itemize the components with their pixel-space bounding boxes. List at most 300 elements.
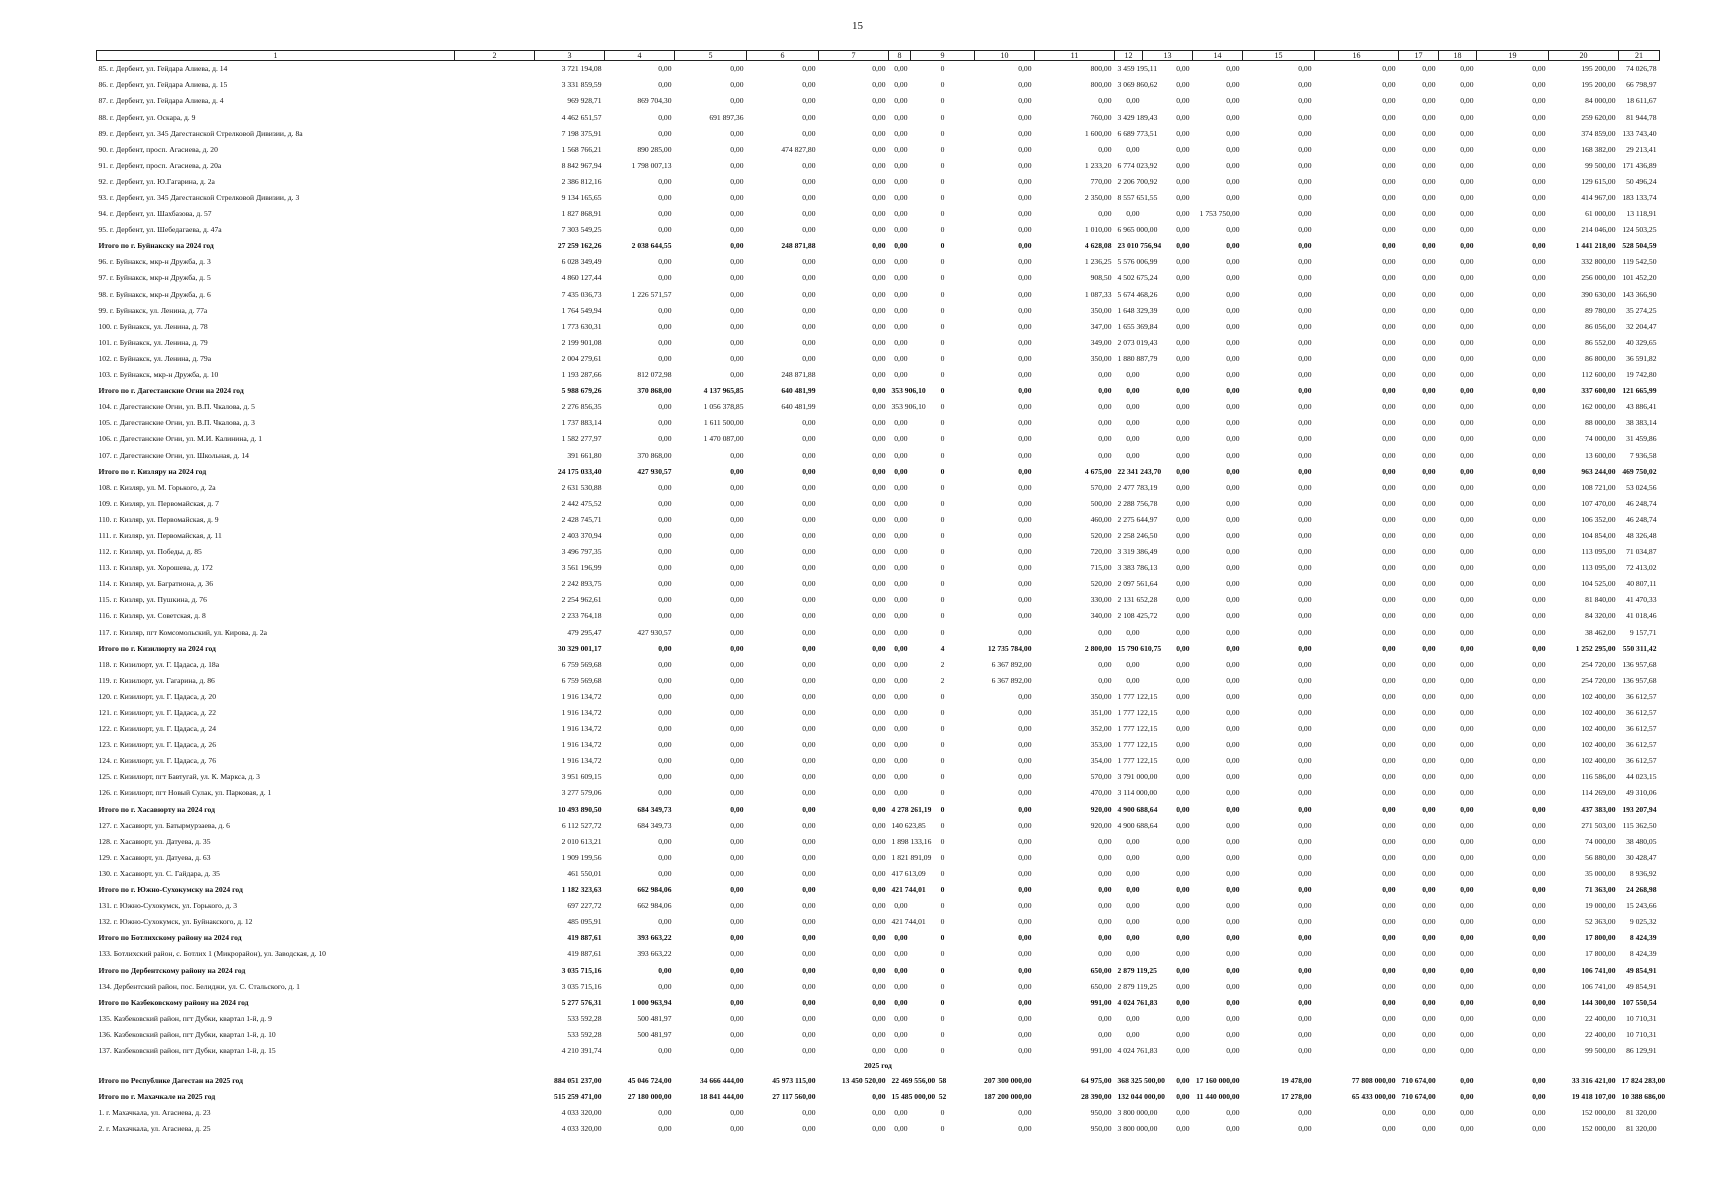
cell-col-14: 0,00 — [1226, 337, 1240, 347]
cell-col-17: 0,00 — [1422, 386, 1436, 396]
cell-col-21: 66 798,97 — [1626, 80, 1657, 90]
cell-col-12: 3 114 000,00 — [1117, 788, 1158, 798]
cell-col-18: 0,00 — [1460, 1045, 1474, 1055]
cell-col-3: 1 582 277,97 — [561, 434, 602, 444]
cell-col-3: 24 175 033,40 — [557, 466, 602, 476]
cell-col-8: 0,00 — [894, 691, 908, 701]
cell-col-12: 6 774 023,92 — [1117, 160, 1158, 170]
cell-col-9: 0 — [940, 997, 945, 1007]
row-label: 99. г. Буйнакск, ул. Ленина, д. 77а — [98, 305, 208, 315]
cell-col-21: 183 133,74 — [1622, 193, 1657, 202]
cell-col-17: 0,00 — [1422, 1029, 1436, 1039]
cell-col-11: 0,00 — [1098, 434, 1112, 444]
cell-col-13: 0,00 — [1176, 530, 1190, 540]
cell-col-16: 0,00 — [1382, 595, 1396, 605]
cell-col-13: 0,00 — [1176, 193, 1190, 202]
cell-col-20: 271 503,00 — [1581, 820, 1616, 830]
cell-col-15: 0,00 — [1298, 530, 1312, 540]
cell-col-20: 107 470,00 — [1581, 498, 1616, 508]
cell-col-6: 0,00 — [802, 289, 816, 299]
cell-col-10: 0,00 — [1018, 885, 1032, 895]
cell-col-10: 0,00 — [1018, 611, 1032, 621]
cell-col-13: 0,00 — [1176, 691, 1190, 701]
cell-col-4: 393 663,22 — [637, 949, 672, 959]
cell-col-21: 24 268,98 — [1626, 885, 1657, 895]
cell-col-4: 1 798 007,13 — [631, 160, 672, 170]
cell-col-18: 0,00 — [1460, 547, 1474, 557]
cell-col-9: 0 — [940, 1108, 945, 1118]
cell-col-7: 0,00 — [872, 643, 886, 653]
cell-col-3: 4 462 651,57 — [561, 112, 602, 122]
cell-col-14: 0,00 — [1226, 804, 1240, 814]
cell-col-3: 2 442 475,52 — [561, 498, 602, 508]
cell-col-15: 0,00 — [1298, 353, 1312, 363]
cell-col-10: 207 300 000,00 — [984, 1076, 1032, 1086]
cell-col-12: 15 790 610,75 — [1117, 643, 1162, 653]
cell-col-15: 0,00 — [1298, 450, 1312, 460]
cell-col-13: 0,00 — [1176, 434, 1190, 444]
cell-col-15: 0,00 — [1298, 756, 1312, 766]
cell-col-15: 0,00 — [1298, 337, 1312, 347]
cell-col-19: 0,00 — [1532, 965, 1546, 975]
cell-col-7: 0,00 — [872, 756, 886, 766]
cell-col-19: 0,00 — [1532, 370, 1546, 380]
cell-col-12: 3 800 000,00 — [1117, 1124, 1158, 1134]
cell-col-12: 4 024 761,83 — [1117, 997, 1158, 1007]
cell-col-16: 0,00 — [1382, 402, 1396, 412]
cell-col-7: 0,00 — [872, 772, 886, 782]
row-label: 129. г. Хасавюрт, ул. Датуева, д. 63 — [98, 852, 211, 862]
cell-col-14: 0,00 — [1226, 418, 1240, 428]
cell-col-13: 0,00 — [1176, 579, 1190, 589]
cell-col-10: 0,00 — [1018, 80, 1032, 90]
cell-col-3: 697 227,72 — [567, 901, 602, 911]
table-row — [97, 77, 1660, 93]
cell-col-8: 0,00 — [894, 112, 908, 122]
cell-col-9: 0 — [940, 498, 945, 508]
cell-col-18: 0,00 — [1460, 128, 1474, 138]
cell-col-16: 0,00 — [1382, 997, 1396, 1007]
cell-col-10: 0,00 — [1018, 691, 1032, 701]
cell-col-21: 86 129,91 — [1626, 1045, 1657, 1055]
cell-col-9: 0 — [940, 627, 945, 637]
cell-col-8: 0,00 — [894, 193, 908, 202]
cell-col-3: 5 277 576,31 — [561, 997, 602, 1007]
data-table — [96, 50, 1666, 1137]
table-total-row — [97, 801, 1660, 817]
row-label: 118. г. Кизилюрт, ул. Г. Цадаса, д. 18а — [98, 659, 220, 669]
cell-col-9: 0 — [940, 386, 945, 396]
cell-col-10: 0,00 — [1018, 241, 1032, 251]
cell-col-12: 2 477 783,19 — [1117, 482, 1158, 492]
cell-col-13: 0,00 — [1176, 627, 1190, 637]
cell-col-15: 0,00 — [1298, 225, 1312, 235]
row-label: 93. г. Дербент, ул. 345 Дагестанской Стрелковой Дивизии, д. 3 — [98, 193, 300, 202]
cell-col-10: 0,00 — [1018, 193, 1032, 202]
cell-col-9: 0 — [940, 434, 945, 444]
column-header-3: 3 — [535, 51, 605, 61]
cell-col-13: 0,00 — [1176, 772, 1190, 782]
cell-col-18: 0,00 — [1460, 868, 1474, 878]
cell-col-4: 869 704,30 — [637, 96, 672, 106]
cell-col-17: 0,00 — [1422, 144, 1436, 154]
cell-col-20: 81 840,00 — [1585, 595, 1616, 605]
cell-col-5: 1 611 500,00 — [703, 418, 744, 428]
cell-col-10: 0,00 — [1018, 1108, 1032, 1118]
table-row — [97, 785, 1660, 801]
cell-col-8: 0,00 — [894, 225, 908, 235]
cell-col-9: 0 — [940, 337, 945, 347]
cell-col-21: 81 320,00 — [1626, 1108, 1657, 1118]
cell-col-5: 0,00 — [730, 530, 744, 540]
cell-col-18: 0,00 — [1460, 353, 1474, 363]
cell-col-5: 18 841 444,00 — [699, 1092, 744, 1102]
cell-col-19: 0,00 — [1532, 933, 1546, 943]
cell-col-14: 0,00 — [1226, 321, 1240, 331]
cell-col-9: 0 — [940, 514, 945, 524]
cell-col-4: 0,00 — [658, 128, 672, 138]
cell-col-20: 108 721,00 — [1581, 482, 1616, 492]
cell-col-16: 0,00 — [1382, 804, 1396, 814]
cell-col-4: 0,00 — [658, 209, 672, 219]
cell-col-19: 0,00 — [1532, 579, 1546, 589]
cell-col-11: 0,00 — [1098, 209, 1112, 219]
cell-col-13: 0,00 — [1176, 1124, 1190, 1134]
table-row — [97, 656, 1660, 672]
cell-col-3: 1 916 134,72 — [561, 756, 602, 766]
cell-col-13: 0,00 — [1176, 112, 1190, 122]
table-row — [97, 769, 1660, 785]
cell-col-4: 0,00 — [658, 852, 672, 862]
cell-col-18: 0,00 — [1460, 933, 1474, 943]
cell-col-17: 0,00 — [1422, 225, 1436, 235]
column-header-17: 17 — [1399, 51, 1439, 61]
cell-col-7: 0,00 — [872, 321, 886, 331]
cell-col-20: 256 000,00 — [1581, 273, 1616, 283]
cell-col-3: 2 242 893,75 — [561, 579, 602, 589]
cell-col-11: 4 675,00 — [1084, 466, 1112, 476]
cell-col-15: 0,00 — [1298, 772, 1312, 782]
cell-col-12: 0,00 — [1126, 901, 1140, 911]
cell-col-8: 0,00 — [894, 997, 908, 1007]
row-label: 87. г. Дербент, ул. Гейдара Алиева, д. 4 — [98, 96, 224, 106]
cell-col-20: 144 300,00 — [1581, 997, 1616, 1007]
cell-col-3: 6 759 569,68 — [561, 659, 602, 669]
cell-col-5: 0,00 — [730, 852, 744, 862]
column-header-15: 15 — [1243, 51, 1315, 61]
cell-col-11: 950,00 — [1090, 1108, 1112, 1118]
row-label: 101. г. Буйнакск, ул. Ленина, д. 79 — [98, 337, 208, 347]
table-row — [97, 528, 1660, 544]
cell-col-13: 0,00 — [1176, 836, 1190, 846]
cell-col-8: 0,00 — [894, 450, 908, 460]
cell-col-4: 684 349,73 — [637, 820, 672, 830]
cell-col-17: 0,00 — [1422, 482, 1436, 492]
table-row — [97, 946, 1660, 962]
cell-col-20: 1 441 218,00 — [1575, 241, 1616, 251]
table-row — [97, 914, 1660, 930]
cell-col-17: 0,00 — [1422, 868, 1436, 878]
row-label: 120. г. Кизилюрт, ул. Г. Цадаса, д. 20 — [98, 691, 216, 701]
cell-col-5: 0,00 — [730, 949, 744, 959]
cell-col-13: 0,00 — [1176, 788, 1190, 798]
cell-col-4: 0,00 — [658, 353, 672, 363]
cell-col-17: 0,00 — [1422, 257, 1436, 267]
cell-col-19: 0,00 — [1532, 482, 1546, 492]
column-header-14: 14 — [1193, 51, 1243, 61]
cell-col-7: 0,00 — [872, 386, 886, 396]
cell-col-17: 0,00 — [1422, 418, 1436, 428]
cell-col-19: 0,00 — [1532, 353, 1546, 363]
cell-col-11: 0,00 — [1098, 868, 1112, 878]
cell-col-12: 3 319 386,49 — [1117, 547, 1158, 557]
cell-col-3: 4 210 391,74 — [561, 1045, 602, 1055]
cell-col-5: 0,00 — [730, 498, 744, 508]
cell-col-21: 31 459,86 — [1626, 434, 1657, 444]
cell-col-21: 49 854,91 — [1626, 981, 1657, 991]
cell-col-17: 0,00 — [1422, 820, 1436, 830]
cell-col-14: 0,00 — [1226, 917, 1240, 927]
cell-col-7: 0,00 — [872, 836, 886, 846]
cell-col-7: 0,00 — [872, 160, 886, 170]
cell-col-15: 0,00 — [1298, 386, 1312, 396]
cell-col-4: 0,00 — [658, 981, 672, 991]
cell-col-18: 0,00 — [1460, 386, 1474, 396]
cell-col-3: 10 493 890,50 — [557, 804, 602, 814]
table-row — [97, 512, 1660, 528]
cell-col-3: 3 496 797,35 — [561, 547, 602, 557]
cell-col-7: 0,00 — [872, 885, 886, 895]
cell-col-16: 0,00 — [1382, 434, 1396, 444]
cell-col-16: 0,00 — [1382, 80, 1396, 90]
cell-col-7: 0,00 — [872, 289, 886, 299]
cell-col-7: 0,00 — [872, 482, 886, 492]
table-total-row — [97, 962, 1660, 978]
cell-col-6: 0,00 — [802, 176, 816, 186]
cell-col-19: 0,00 — [1532, 305, 1546, 315]
cell-col-20: 17 800,00 — [1585, 949, 1616, 959]
cell-col-7: 0,00 — [872, 965, 886, 975]
cell-col-9: 0 — [940, 289, 945, 299]
cell-col-20: 13 600,00 — [1585, 450, 1616, 460]
cell-col-5: 0,00 — [730, 740, 744, 750]
cell-col-18: 0,00 — [1460, 997, 1474, 1007]
cell-col-12: 2 131 652,28 — [1117, 595, 1158, 605]
cell-col-20: 162 000,00 — [1581, 402, 1616, 412]
cell-col-4: 500 481,97 — [637, 1029, 672, 1039]
cell-col-11: 354,00 — [1090, 756, 1112, 766]
cell-col-17: 0,00 — [1422, 273, 1436, 283]
cell-col-14: 0,00 — [1226, 257, 1240, 267]
table-total-row — [97, 882, 1660, 898]
cell-col-19: 0,00 — [1532, 788, 1546, 798]
cell-col-9: 0 — [940, 80, 945, 90]
cell-col-14: 0,00 — [1226, 997, 1240, 1007]
cell-col-8: 0,00 — [894, 370, 908, 380]
cell-col-7: 0,00 — [872, 917, 886, 927]
cell-col-13: 0,00 — [1176, 997, 1190, 1007]
cell-col-17: 0,00 — [1422, 852, 1436, 862]
cell-col-13: 0,00 — [1176, 901, 1190, 911]
row-label: 111. г. Кизляр, ул. Первомайская, д. 11 — [98, 530, 222, 540]
table-total-row — [97, 1089, 1660, 1105]
cell-col-6: 0,00 — [802, 1108, 816, 1118]
cell-col-13: 0,00 — [1176, 305, 1190, 315]
cell-col-9: 0 — [940, 128, 945, 138]
cell-col-10: 0,00 — [1018, 563, 1032, 573]
cell-col-11: 0,00 — [1098, 885, 1112, 895]
cell-col-17: 0,00 — [1422, 885, 1436, 895]
cell-col-3: 3 721 194,08 — [561, 64, 602, 74]
cell-col-10: 0,00 — [1018, 1124, 1032, 1134]
cell-col-16: 0,00 — [1382, 193, 1396, 202]
cell-col-10: 0,00 — [1018, 144, 1032, 154]
cell-col-11: 520,00 — [1090, 579, 1112, 589]
cell-col-20: 102 400,00 — [1581, 740, 1616, 750]
cell-col-9: 0 — [940, 804, 945, 814]
cell-col-8: 421 744,01 — [891, 917, 926, 927]
cell-col-19: 0,00 — [1532, 868, 1546, 878]
row-label: Итого по г. Дагестанские Огни на 2024 год — [98, 386, 244, 396]
cell-col-10: 0,00 — [1018, 64, 1032, 74]
cell-col-7: 0,00 — [872, 949, 886, 959]
cell-col-18: 0,00 — [1460, 1076, 1474, 1086]
cell-col-10: 0,00 — [1018, 209, 1032, 219]
cell-col-16: 0,00 — [1382, 289, 1396, 299]
cell-col-5: 0,00 — [730, 225, 744, 235]
row-label: Итого по Ботлихскому району на 2024 год — [98, 933, 242, 943]
cell-col-11: 2 800,00 — [1084, 643, 1112, 653]
cell-col-11: 0,00 — [1098, 949, 1112, 959]
cell-col-13: 0,00 — [1176, 289, 1190, 299]
cell-col-6: 0,00 — [802, 643, 816, 653]
cell-col-20: 19 418 107,00 — [1571, 1092, 1616, 1102]
row-label: 137. Казбековский район, пгт Дубки, квартал 1-й, д. 15 — [98, 1045, 276, 1055]
cell-col-8: 0,00 — [894, 1013, 908, 1023]
cell-col-19: 0,00 — [1532, 193, 1546, 202]
cell-col-13: 0,00 — [1176, 820, 1190, 830]
cell-col-17: 0,00 — [1422, 305, 1436, 315]
cell-col-13: 0,00 — [1176, 643, 1190, 653]
cell-col-16: 0,00 — [1382, 1045, 1396, 1055]
cell-col-4: 0,00 — [658, 563, 672, 573]
cell-col-14: 0,00 — [1226, 128, 1240, 138]
cell-col-19: 0,00 — [1532, 466, 1546, 476]
cell-col-14: 1 753 750,00 — [1199, 209, 1240, 219]
cell-col-8: 0,00 — [894, 80, 908, 90]
table-row — [97, 850, 1660, 866]
cell-col-18: 0,00 — [1460, 530, 1474, 540]
cell-col-20: 113 095,00 — [1581, 563, 1616, 573]
cell-col-21: 36 612,57 — [1626, 708, 1657, 717]
cell-col-6: 0,00 — [802, 80, 816, 90]
page-number: 15 — [852, 20, 863, 32]
cell-col-15: 0,00 — [1298, 643, 1312, 653]
cell-col-15: 0,00 — [1298, 836, 1312, 846]
row-label: 122. г. Кизилюрт, ул. Г. Цадаса, д. 24 — [98, 724, 216, 734]
cell-col-15: 0,00 — [1298, 273, 1312, 283]
cell-col-10: 0,00 — [1018, 176, 1032, 186]
cell-col-15: 0,00 — [1298, 868, 1312, 878]
cell-col-16: 0,00 — [1382, 708, 1396, 717]
cell-col-19: 0,00 — [1532, 772, 1546, 782]
cell-col-5: 0,00 — [730, 1124, 744, 1134]
cell-col-14: 0,00 — [1226, 563, 1240, 573]
cell-col-7: 0,00 — [872, 868, 886, 878]
cell-col-16: 0,00 — [1382, 64, 1396, 74]
cell-col-18: 0,00 — [1460, 611, 1474, 621]
cell-col-5: 0,00 — [730, 289, 744, 299]
cell-col-11: 570,00 — [1090, 482, 1112, 492]
cell-col-3: 1 827 868,91 — [561, 209, 602, 219]
cell-col-15: 0,00 — [1298, 788, 1312, 798]
cell-col-7: 0,00 — [872, 820, 886, 830]
cell-col-14: 0,00 — [1226, 80, 1240, 90]
cell-col-21: 38 383,14 — [1626, 418, 1657, 428]
cell-col-18: 0,00 — [1460, 772, 1474, 782]
cell-col-9: 0 — [940, 788, 945, 798]
cell-col-6: 0,00 — [802, 901, 816, 911]
cell-col-13: 0,00 — [1176, 547, 1190, 557]
cell-col-21: 469 750,02 — [1622, 466, 1657, 476]
cell-col-13: 0,00 — [1176, 949, 1190, 959]
cell-col-4: 370 868,00 — [637, 386, 672, 396]
cell-col-5: 0,00 — [730, 691, 744, 701]
cell-col-21: 136 957,68 — [1622, 675, 1657, 685]
cell-col-14: 0,00 — [1226, 1124, 1240, 1134]
cell-col-3: 7 198 375,91 — [561, 128, 602, 138]
cell-col-7: 0,00 — [872, 337, 886, 347]
cell-col-3: 515 259 471,00 — [554, 1092, 602, 1102]
cell-col-20: 104 854,00 — [1581, 530, 1616, 540]
cell-col-14: 0,00 — [1226, 289, 1240, 299]
cell-col-7: 0,00 — [872, 1124, 886, 1134]
cell-col-21: 9 025,32 — [1629, 917, 1657, 927]
column-header-7: 7 — [819, 51, 889, 61]
cell-col-8: 0,00 — [894, 289, 908, 299]
cell-col-18: 0,00 — [1460, 434, 1474, 444]
table-row — [97, 222, 1660, 238]
cell-col-19: 0,00 — [1532, 514, 1546, 524]
cell-col-15: 0,00 — [1298, 96, 1312, 106]
cell-col-9: 0 — [940, 305, 945, 315]
cell-col-11: 0,00 — [1098, 627, 1112, 637]
cell-col-18: 0,00 — [1460, 691, 1474, 701]
table-row — [97, 479, 1660, 495]
table-row — [97, 351, 1660, 367]
cell-col-15: 0,00 — [1298, 1045, 1312, 1055]
row-label: Итого по г. Буйнакску на 2024 год — [98, 241, 214, 251]
cell-col-6: 0,00 — [802, 772, 816, 782]
cell-col-15: 0,00 — [1298, 547, 1312, 557]
cell-col-19: 0,00 — [1532, 1108, 1546, 1118]
cell-col-14: 0,00 — [1226, 434, 1240, 444]
cell-col-10: 0,00 — [1018, 627, 1032, 637]
cell-col-5: 0,00 — [730, 836, 744, 846]
cell-col-17: 0,00 — [1422, 740, 1436, 750]
cell-col-12: 6 965 000,00 — [1117, 225, 1158, 235]
cell-col-12: 0,00 — [1126, 418, 1140, 428]
cell-col-7: 0,00 — [872, 724, 886, 734]
cell-col-5: 0,00 — [730, 321, 744, 331]
cell-col-12: 1 777 122,15 — [1117, 756, 1158, 766]
table-row — [97, 689, 1660, 705]
cell-col-21: 48 326,48 — [1626, 530, 1657, 540]
cell-col-9: 0 — [940, 176, 945, 186]
cell-col-11: 0,00 — [1098, 96, 1112, 106]
cell-col-9: 0 — [940, 209, 945, 219]
cell-col-6: 0,00 — [802, 997, 816, 1007]
